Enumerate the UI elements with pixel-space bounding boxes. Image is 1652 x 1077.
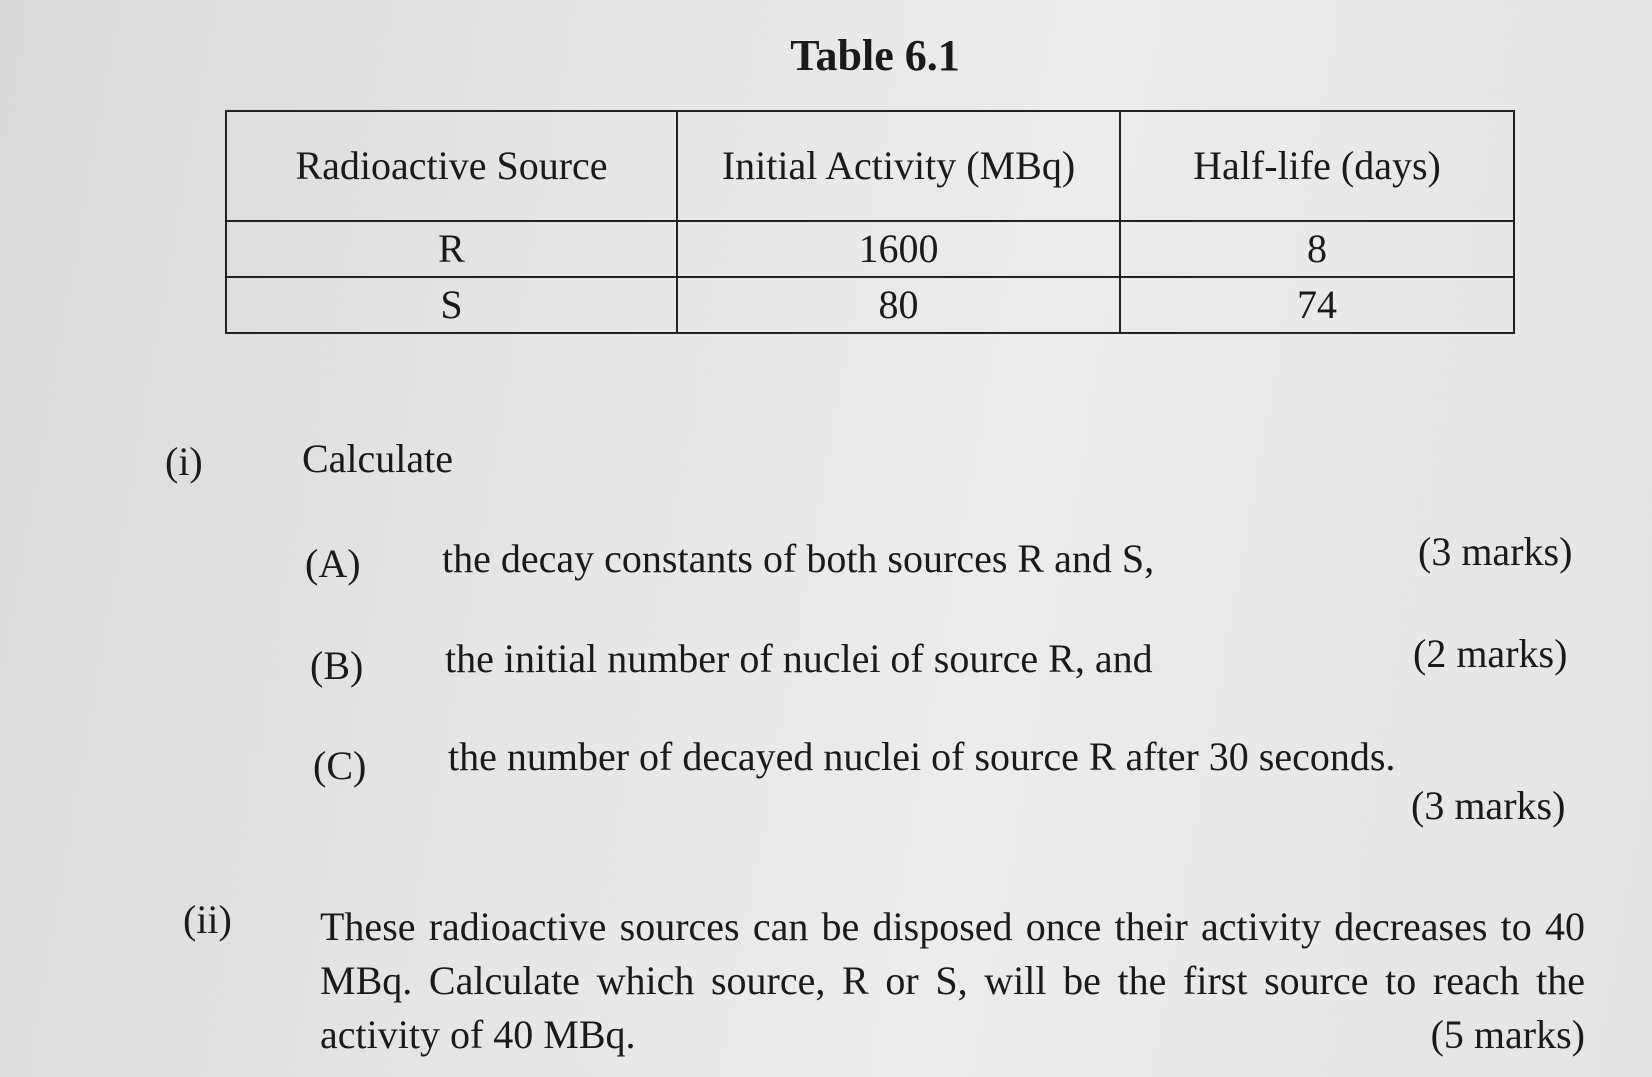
item-a-text: the decay constants of both sources R and S,	[442, 536, 1155, 581]
item-b-marks: (2 marks)	[1413, 631, 1568, 676]
table-header-cell: Half-life (days)	[1120, 111, 1514, 221]
part-i-label: (i)	[165, 439, 203, 484]
table-header-cell: Initial Activity (MBq)	[677, 111, 1120, 221]
table-header-row	[226, 111, 1514, 221]
part-i-intro: Calculate	[302, 436, 454, 481]
data-table	[225, 110, 1515, 334]
item-b-text: the initial number of nuclei of source R, and	[445, 636, 1153, 681]
table-cell: 1600	[677, 221, 1120, 277]
part-ii-label: (ii)	[183, 897, 232, 942]
item-b-label: (B)	[310, 643, 364, 688]
table-cell: 74	[1120, 277, 1514, 333]
item-a-marks: (3 marks)	[1418, 529, 1573, 574]
table-cell: 8	[1120, 221, 1514, 277]
item-c-text: the number of decayed nuclei of source R after 30 seconds.	[448, 734, 1396, 779]
item-c-marks: (3 marks)	[1411, 783, 1566, 828]
part-ii-question	[320, 900, 1585, 1062]
table-cell: 80	[677, 277, 1120, 333]
table-cell: R	[226, 221, 677, 277]
item-a-label: (A)	[305, 541, 361, 586]
table-header-cell: Radioactive Source	[226, 111, 677, 221]
table-caption: Table 6.1	[790, 31, 960, 80]
table-row	[226, 277, 1514, 333]
part-ii-text: These radioactive sources can be disposed once their activity decreases to 40 MBq. Calculate which source, R or S, will be the first source to reach the activity of 40 MBq.	[320, 904, 1585, 1057]
item-c-label: (C)	[313, 743, 367, 788]
table-cell: S	[226, 277, 677, 333]
part-ii-marks: (5 marks)	[1430, 1012, 1585, 1057]
table-row	[226, 221, 1514, 277]
